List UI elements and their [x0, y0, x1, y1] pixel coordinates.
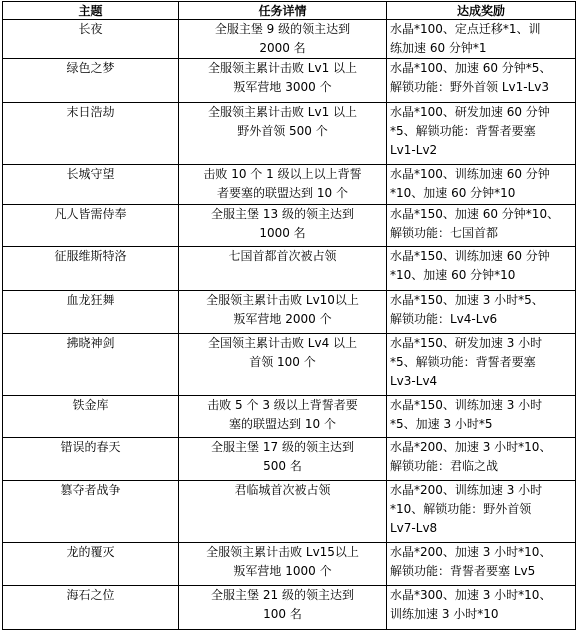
reward-text: 水晶*200、训练加速 3 小时 *10、解锁功能：野外首领 Lv7-Lv8 [390, 483, 543, 535]
reward-cell [387, 59, 576, 103]
table-row [3, 247, 576, 291]
reward-text: 水晶*200、加速 3 小时*10、 解锁功能：背誓者要塞 Lv5 [390, 545, 552, 578]
detail-text: 七国首都首次被占领 [228, 249, 337, 263]
reward-cell [387, 586, 576, 630]
detail-cell [179, 586, 387, 630]
detail-text: 全服主堡 17 级的领主达到 500 名 [211, 440, 354, 473]
theme-cell [3, 205, 179, 247]
reward-cell [387, 481, 576, 543]
theme-text: 凡人皆需侍奉 [54, 207, 127, 221]
header-row [3, 2, 576, 20]
theme-text: 龙的覆灭 [66, 545, 115, 559]
reward-text: 水晶*150、训练加速 3 小时 *5、加速 3 小时*5 [390, 398, 543, 431]
theme-cell [3, 334, 179, 396]
detail-text: 全服领主累计击败 Lv1 以上 野外首领 500 个 [207, 105, 358, 138]
header-reward: 达成奖励 [387, 2, 576, 20]
reward-text: 水晶*100、定点迁移*1、训 练加速 60 分钟*1 [390, 22, 541, 55]
theme-text: 血龙狂舞 [66, 293, 115, 307]
theme-text: 征服维斯特洛 [54, 249, 127, 263]
header-task-detail: 任务详情 [179, 2, 387, 20]
detail-cell [179, 103, 387, 165]
reward-cell [387, 20, 576, 59]
table-row [3, 59, 576, 103]
detail-text: 击败 10 个 1 级以上以上背誓 者要塞的联盟达到 10 个 [203, 167, 362, 200]
detail-text: 击败 5 个 3 级以上背誓者要 塞的联盟达到 10 个 [207, 398, 358, 431]
detail-text: 全服主堡 13 级的领主达到 1000 名 [211, 207, 354, 240]
reward-cell [387, 396, 576, 438]
theme-cell [3, 20, 179, 59]
detail-cell [179, 396, 387, 438]
detail-cell [179, 20, 387, 59]
reward-cell [387, 247, 576, 291]
reward-text: 水晶*100、研发加速 60 分钟 *5、解锁功能：背誓者要塞 Lv1-Lv2 [390, 105, 550, 157]
table-row [3, 165, 576, 205]
table-row [3, 481, 576, 543]
detail-cell [179, 334, 387, 396]
theme-cell [3, 247, 179, 291]
detail-cell [179, 247, 387, 291]
reward-cell [387, 438, 576, 481]
table-row [3, 586, 576, 630]
detail-text: 全服领主累计击败 Lv10以上 叛军营地 2000 个 [206, 293, 359, 326]
theme-cell [3, 586, 179, 630]
theme-text: 海石之位 [66, 588, 115, 602]
reward-text: 水晶*300、加速 3 小时*10、 训练加速 3 小时*10 [390, 588, 552, 621]
reward-text: 水晶*100、加速 60 分钟*5、 解锁功能：野外首领 Lv1-Lv3 [390, 61, 552, 94]
table-row [3, 20, 576, 59]
theme-cell [3, 291, 179, 334]
theme-text: 绿色之梦 [66, 61, 115, 75]
detail-cell [179, 438, 387, 481]
reward-cell [387, 205, 576, 247]
header-theme: 主题 [3, 2, 179, 20]
theme-text: 长夜 [78, 22, 103, 36]
table-row [3, 396, 576, 438]
table-row [3, 334, 576, 396]
rewards-table [2, 1, 576, 630]
table-row [3, 103, 576, 165]
theme-cell [3, 165, 179, 205]
detail-cell [179, 481, 387, 543]
detail-cell [179, 165, 387, 205]
reward-cell [387, 103, 576, 165]
reward-text: 水晶*200、加速 3 小时*10、 解锁功能：君临之战 [390, 440, 552, 473]
theme-text: 篡夺者战争 [60, 483, 121, 497]
reward-text: 水晶*150、加速 60 分钟*10、 解锁功能：七国首都 [390, 207, 560, 240]
theme-cell [3, 396, 179, 438]
table-row [3, 438, 576, 481]
detail-cell [179, 543, 387, 586]
detail-text: 全服主堡 9 级的领主达到 2000 名 [214, 22, 351, 55]
detail-text: 全服领主累计击败 Lv1 以上 叛军营地 3000 个 [207, 61, 358, 94]
detail-cell [179, 291, 387, 334]
reward-cell [387, 334, 576, 396]
reward-cell [387, 165, 576, 205]
reward-cell [387, 543, 576, 586]
detail-text: 全服主堡 21 级的领主达到 100 名 [211, 588, 354, 621]
table-row [3, 543, 576, 586]
theme-cell [3, 103, 179, 165]
reward-text: 水晶*150、训练加速 60 分钟 *10、加速 60 分钟*10 [390, 249, 550, 282]
detail-text: 全服领主累计击败 Lv15以上 叛军营地 1000 个 [206, 545, 359, 578]
detail-text: 君临城首次被占领 [234, 483, 331, 497]
detail-text: 全国领主累计击败 Lv4 以上 首领 100 个 [207, 336, 358, 369]
theme-cell [3, 59, 179, 103]
reward-text: 水晶*150、加速 3 小时*5、 解锁功能：Lv4-Lv6 [390, 293, 544, 326]
reward-text: 水晶*150、研发加速 3 小时 *5、解锁功能：背誓者要塞 Lv3-Lv4 [390, 336, 543, 388]
theme-cell [3, 543, 179, 586]
table-row [3, 291, 576, 334]
theme-cell [3, 481, 179, 543]
detail-cell [179, 205, 387, 247]
reward-cell [387, 291, 576, 334]
reward-text: 水晶*100、训练加速 60 分钟 *10、加速 60 分钟*10 [390, 167, 550, 200]
theme-cell [3, 438, 179, 481]
theme-text: 末日浩劫 [66, 105, 115, 119]
theme-text: 错误的春天 [60, 440, 121, 454]
theme-text: 铁金库 [72, 398, 109, 412]
theme-text: 拂晓神剑 [66, 336, 115, 350]
detail-cell [179, 59, 387, 103]
theme-text: 长城守望 [66, 167, 115, 181]
table-row [3, 205, 576, 247]
